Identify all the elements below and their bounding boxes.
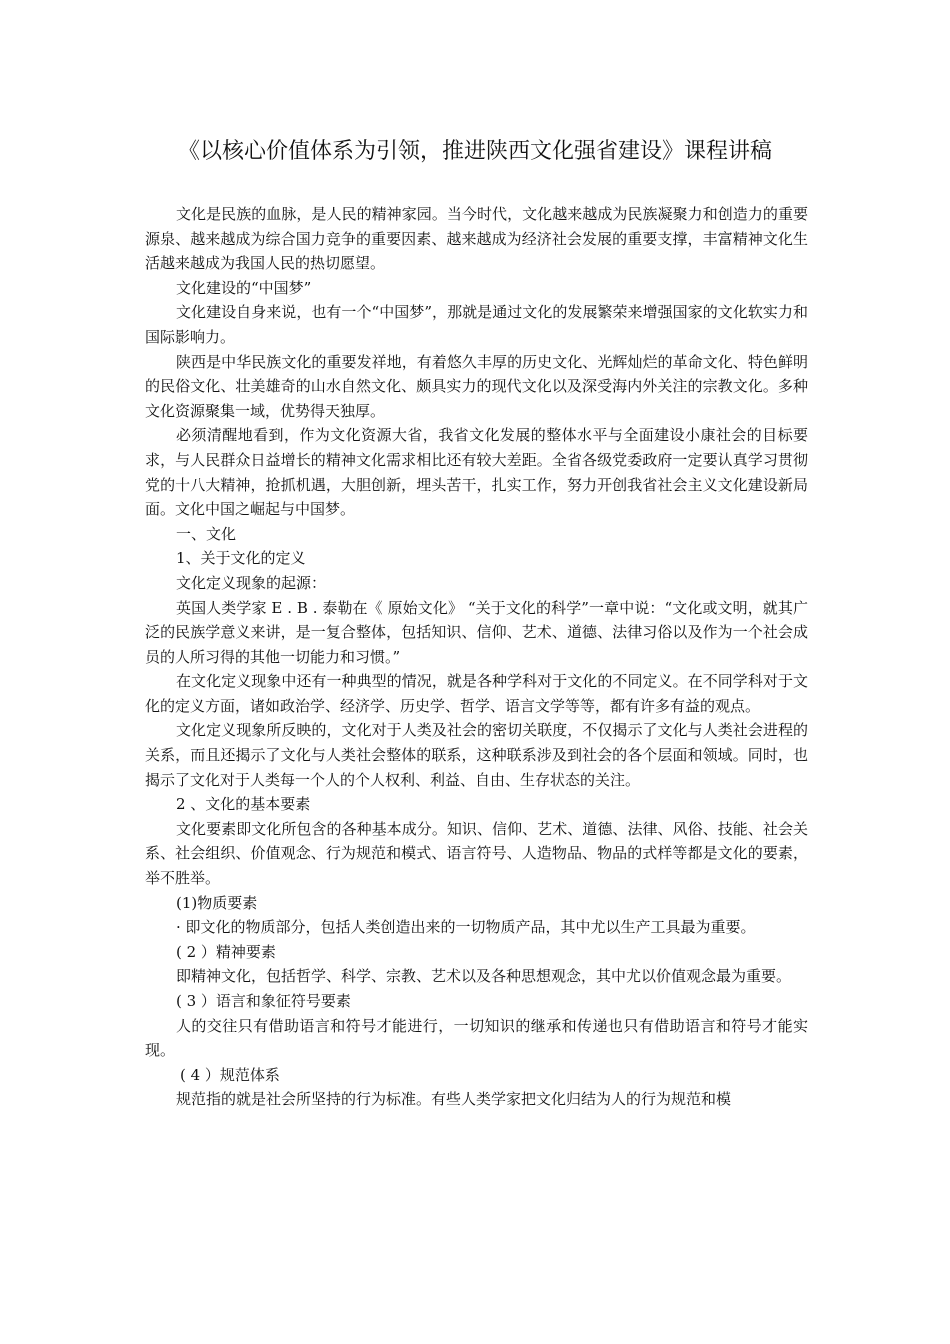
paragraph-gap-awareness: 必须清醒地看到，作为文化资源大省，我省文化发展的整体水平与全面建设小康社会的目标要求，与人民群众日益增长的精神文化需求相比还有较大差距。全省各级党委政府一定要认真学习贯彻党的十八大精神，抢抓机遇，大胆创新，埋头苦干，扎实工作，努力开创我省社会主义文化建设新局面。文化中国之崛起与中国梦。 bbox=[145, 426, 808, 519]
subsection-heading-definition: 1、关于文化的定义 bbox=[176, 549, 306, 568]
item-heading-material: (1)物质要素 bbox=[176, 893, 258, 912]
paragraph-tylor-quote: 英国人类学家 E . B . 泰勒在《 原始文化》 “关于文化的科学”一章中说：“文化或文明，就其广泛的民族学意义来讲，是一复合整体，包括知识、信仰、艺术、道德、法律习俗以及作为一个社会成员的人所习得的其他一切能力和习惯。” bbox=[145, 598, 808, 666]
section-heading-chinese-dream: 文化建设的“中国梦” bbox=[176, 278, 312, 297]
document-title: 《以核心价值体系为引领，推进陕西文化强省建设》课程讲稿 bbox=[177, 139, 772, 164]
paragraph-definition-origin: 文化定义现象的起源： bbox=[176, 573, 327, 592]
section-heading-culture: 一、文化 bbox=[176, 524, 237, 543]
item-heading-norms: ( 4 ）规范体系 bbox=[180, 1065, 280, 1084]
paragraph-norms: 规范指的就是社会所坚持的行为标准。有些人类学家把文化归结为人的行为规范和模 bbox=[176, 1090, 732, 1109]
paragraph-material: · 即文化的物质部分，包括人类创造出来的一切物质产品，其中尤以生产工具最为重要。 bbox=[176, 918, 756, 937]
item-heading-language-symbols: ( 3 ）语言和象征符号要素 bbox=[176, 992, 351, 1010]
paragraph-shaanxi-culture: 陕西是中华民族文化的重要发祥地，有着悠久丰厚的历史文化、光辉灿烂的革命文化、特色鲜明的民俗文化、壮美雄奇的山水自然文化、颇具实力的现代文化以及深受海内外关注的宗教文化。多种文化资源聚集一域，优势得天独厚。 bbox=[145, 352, 808, 420]
subsection-heading-elements: 2 、文化的基本要素 bbox=[176, 795, 311, 814]
paragraph-spiritual: 即精神文化，包括哲学、科学、宗教、艺术以及各种思想观念，其中尤以价值观念最为重要。 bbox=[176, 967, 792, 986]
paragraph-elements-overview: 文化要素即文化所包含的各种基本成分。知识、信仰、艺术、道德、法律、风俗、技能、社会关系、社会组织、价值观念、行为规范和模式、语言符号、人造物品、物品的式样等都是文化的要素，举不胜举。 bbox=[145, 819, 808, 888]
item-heading-spiritual: ( 2 ）精神要素 bbox=[176, 942, 276, 961]
document-body bbox=[145, 202, 808, 1112]
paragraph-intro: 文化是民族的血脉，是人民的精神家园。当今时代，文化越来越成为民族凝聚力和创造力的重要源泉、越来越成为综合国力竞争的重要因素、越来越成为经济社会发展的重要支撑，丰富精神文化生活越来越成为我国人民的热切愿望。 bbox=[145, 205, 808, 273]
paragraph-language-symbols: 人的交往只有借助语言和符号才能进行，一切知识的继承和传递也只有借助语言和符号才能实现。 bbox=[145, 1016, 808, 1060]
paragraph-discipline-definitions: 在文化定义现象中还有一种典型的情况，就是各种学科对于文化的不同定义。在不同学科对于文化的定义方面，诸如政治学、经济学、历史学、哲学、语言文学等等，都有许多有益的观点。 bbox=[145, 672, 808, 715]
paragraph-chinese-dream: 文化建设自身来说，也有一个“中国梦”，那就是通过文化的发展繁荣来增强国家的文化软实力和国际影响力。 bbox=[145, 303, 808, 346]
paragraph-definition-reflection: 文化定义现象所反映的，文化对于人类及社会的密切关联度，不仅揭示了文化与人类社会进程的关系，而且还揭示了文化与人类社会整体的联系，这种联系涉及到社会的各个层面和领域。同时，也揭示了文化对于人类每一个人的个人权利、利益、自由、生存状态的关注。 bbox=[145, 721, 808, 789]
